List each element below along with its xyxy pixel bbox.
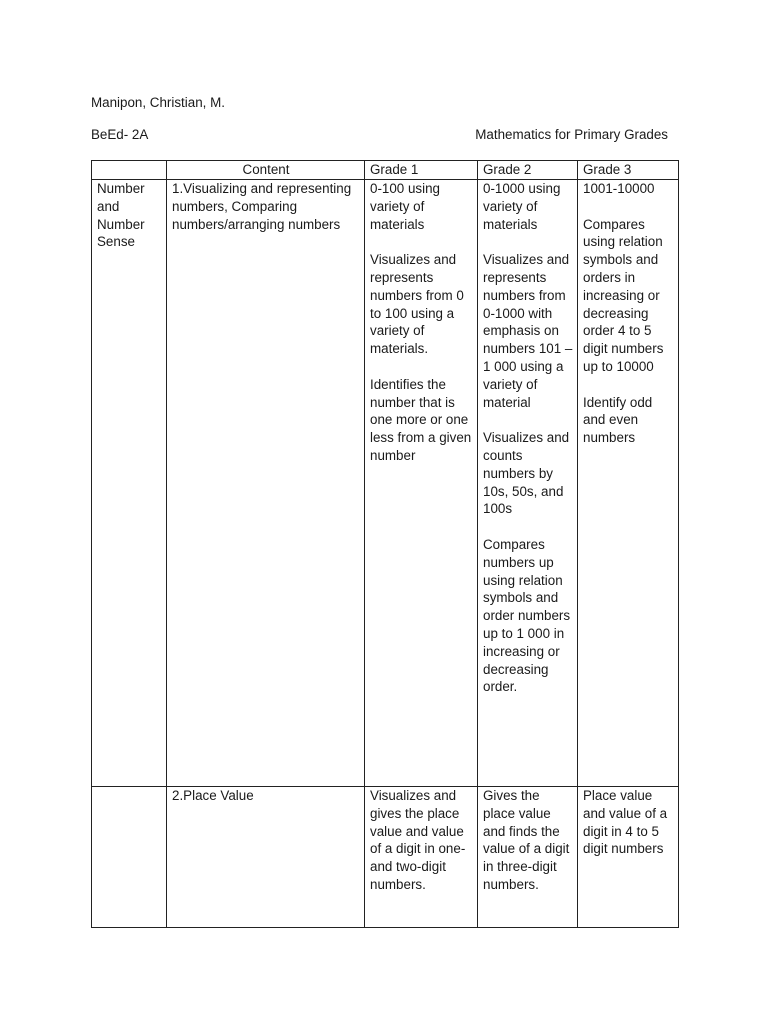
grade1-competency: Visualizes and gives the place value and value of a digit in one- and two-digit numbers. bbox=[370, 788, 466, 892]
grade1-cell bbox=[365, 180, 478, 787]
grade3-competency: Compares using relation symbols and orders in increasing or decreasing order 4 to 5 digit numbers up to 10000 bbox=[583, 216, 664, 374]
column-header-strand bbox=[92, 161, 167, 180]
grade2-competency: 0-1000 using variety of materials bbox=[483, 181, 561, 232]
grade2-competency: Gives the place value and finds the value of a digit in three-digit numbers. bbox=[483, 788, 570, 892]
grade1-competency: Identifies the number that is one more or one less from a given number bbox=[370, 376, 472, 463]
subject-title: Mathematics for Primary Grades bbox=[475, 127, 668, 142]
grade1-competency: Visualizes and represents numbers from 0 to 100 using a variety of materials. bbox=[370, 252, 464, 357]
grade2-cell bbox=[478, 787, 578, 928]
grade2-competency: Visualizes and counts numbers by 10s, 50s, and 100s bbox=[483, 430, 570, 517]
grade2-competency: Visualizes and represents numbers from 0-1000 with emphasis on numbers 101 – 1 000 using a variety of material bbox=[483, 252, 573, 410]
student-name: Manipon, Christian, M. bbox=[91, 95, 225, 110]
curriculum-table bbox=[91, 160, 679, 928]
content-cell: 2.Place Value bbox=[167, 787, 365, 928]
column-header-grade2: Grade 2 bbox=[478, 161, 578, 180]
grade3-cell bbox=[578, 180, 679, 787]
column-header-grade3: Grade 3 bbox=[578, 161, 679, 180]
grade1-cell bbox=[365, 787, 478, 928]
strand-cell: Number and Number Sense bbox=[92, 180, 167, 787]
grade2-cell bbox=[478, 180, 578, 787]
grade3-competency: Identify odd and even numbers bbox=[583, 394, 653, 446]
grade3-competency: Place value and value of a digit in 4 to 5 digit numbers bbox=[583, 788, 668, 857]
section-label: BeEd- 2A bbox=[91, 127, 149, 142]
table-row bbox=[92, 180, 679, 787]
column-header-grade1: Grade 1 bbox=[365, 161, 478, 180]
grade1-competency: 0-100 using variety of materials bbox=[370, 181, 440, 232]
grade3-competency: 1001-10000 bbox=[583, 181, 655, 196]
grade2-competency: Compares numbers up using relation symbols and order numbers up to 1 000 in increasing or decreasing order. bbox=[483, 536, 571, 695]
column-header-content: Content bbox=[167, 161, 365, 180]
table-row bbox=[92, 787, 679, 928]
strand-cell bbox=[92, 787, 167, 928]
content-cell: 1.Visualizing and representing numbers, Comparing numbers/arranging numbers bbox=[167, 180, 365, 787]
table-header-row bbox=[92, 161, 679, 180]
grade3-cell bbox=[578, 787, 679, 928]
